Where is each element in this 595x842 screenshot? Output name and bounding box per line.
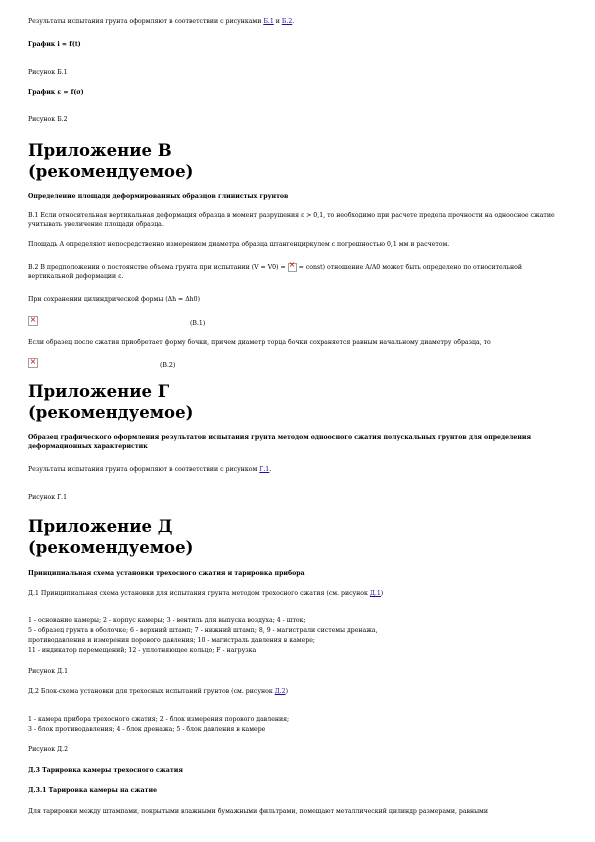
equation-number-v2: (В.2) [160,362,176,369]
figure-caption-d2: Рисунок Д.2 [28,746,69,753]
appendix-g-title: Приложение Г [28,382,170,401]
figure-caption-b2: Рисунок Б.2 [28,116,68,123]
figure-caption-g1: Рисунок Г.1 [28,494,68,501]
equation-number-v1: (В.1) [190,320,206,327]
figure-caption-b1: Рисунок Б.1 [28,69,68,76]
legend-d2-line1: 1 - камера прибора трехосного сжатия; 2 - блок измерения порового давления; [28,716,290,723]
appendix-v-subtitle: (рекомендуемое) [28,162,194,181]
formula-image-icon [28,316,38,326]
section-d3-heading: Д.3 Тарировка камеры трехосного сжатия [28,767,183,774]
link-figure-d2[interactable]: Д.2 [274,688,286,695]
graph-caption-2: График ε = f(σ) [28,89,84,96]
paragraph-cylinder: При сохранении цилиндрической формы (Δh = Δh0) [28,296,201,303]
legend-d1-line4: 11 - индикатор перемещений; 12 - уплотняющее кольцо; F - нагрузка [28,647,257,654]
paragraph-d1: Д.1 Принципиальная схема установки для испытания грунта методом трехосного сжатия (см. рисунок Д.1) [28,590,384,597]
paragraph-v2: В.2 В предположении о постоянстве объема грунта при испытании (V = V0) = × = const) отношение A/A0 может быть определено по относительной вертикальной деформации ε. [28,263,568,281]
appendix-v-title: Приложение В [28,141,172,160]
paragraph-v1: В.1 Если относительная вертикальная деформация образца в момент разрушения ε > 0,1, то необходимо при расчете предела прочности на одноосное сжатие учитывать увеличение площади образца. [28,212,555,228]
legend-d1-line2: 5 - образец грунта в оболочке; 6 - верхний штамп; 7 - нижний штамп; 8, 9 - магистрали системы дренажа, [28,627,378,634]
appendix-v-intro: Определение площади деформированных образцов глинистых грунтов [28,193,289,200]
paragraph-d31: Для тарировки между штампами, покрытыми влажными бумажными фильтрами, помещают металлический цилиндр размерами, равными [28,808,488,815]
link-figure-b1[interactable]: Б.1 [263,18,274,25]
appendix-g-subtitle: (рекомендуемое) [28,403,194,422]
link-figure-b2[interactable]: Б.2 [281,18,293,25]
legend-d1-line3: противодавления и измерения порового давления; 10 - магистраль давления в камере; [28,637,315,644]
figure-caption-d1: Рисунок Д.1 [28,668,69,675]
legend-d2-line2: 3 - блок противодавления; 4 - блок дренажа; 5 - блок давления в камере [28,726,266,733]
section-d31-heading: Д.3.1 Тарировка камеры на сжатие [28,787,158,794]
appendix-d-title: Приложение Д [28,517,173,536]
appendix-g-intro: Образец графического оформления результатов испытания грунта методом одноосного сжатия полускальных грунтов для определения деформационных характеристик [28,434,532,450]
paragraph-results-g: Результаты испытания грунта оформляют в соответствии с рисунком Г.1. [28,466,272,473]
paragraph-barrel: Если образец после сжатия приобретает форму бочки, причем диаметр торца бочки сохраняется равным начальному диаметру образца, то [28,339,491,346]
paragraph-results-b: Результаты испытания грунта оформляют в соответствии с рисунками Б.1 и Б.2. [28,18,295,25]
link-figure-d1[interactable]: Д.1 [369,590,381,597]
paragraph-v1-area: Площадь A определяют непосредственно измерением диаметра образца штангенциркулем с погрешностью 0,1 мм и расчетом. [28,241,450,248]
paragraph-d2: Д.2 Блок-схема установки для трехосных испытаний грунтов (см. рисунок Д.2) [28,688,289,695]
legend-d1-line1: 1 - основание камеры; 2 - корпус камеры; 3 - вентиль для выпуска воздуха; 4 - шток; [28,617,306,624]
graph-caption-1: График i = f(t) [28,41,81,48]
broken-image-icon [288,263,297,272]
link-figure-g1[interactable]: Г.1 [259,466,270,473]
appendix-d-subtitle: (рекомендуемое) [28,538,194,557]
formula-image-icon [28,358,38,368]
appendix-d-intro: Принципиальная схема установки трехосного сжатия и тарировка прибора [28,570,305,577]
